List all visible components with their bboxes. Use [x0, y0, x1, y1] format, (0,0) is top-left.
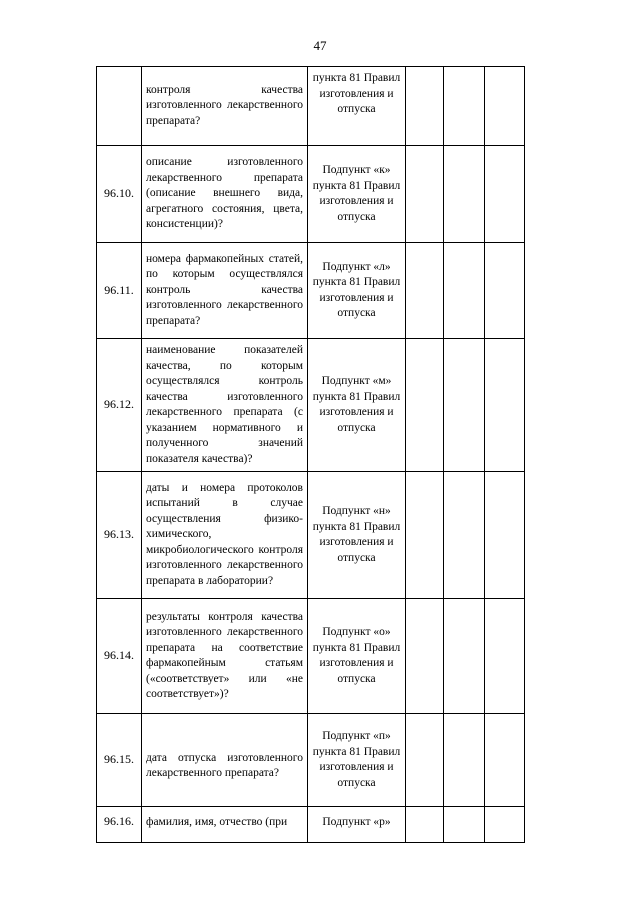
reference-cell: Подпункт «н» пункта 81 Правил изготовления и отпуска	[308, 472, 406, 599]
question-cell: контроля качества изготовленного лекарственного препарата?	[142, 67, 308, 146]
answer-cell-yes[interactable]	[406, 472, 444, 599]
reference-cell: Подпункт «р»	[308, 807, 406, 843]
row-number: 96.15.	[97, 714, 142, 807]
answer-cell-na[interactable]	[485, 243, 525, 339]
table-row	[97, 339, 525, 472]
answer-cell-no[interactable]	[444, 146, 485, 243]
answer-cell-no[interactable]	[444, 243, 485, 339]
row-number: 96.16.	[97, 807, 142, 843]
table-row	[97, 67, 525, 146]
question-cell: дата отпуска изготовленного лекарственного препарата?	[142, 714, 308, 807]
reference-cell: Подпункт «о» пункта 81 Правил изготовления и отпуска	[308, 599, 406, 714]
row-number: 96.11.	[97, 243, 142, 339]
row-number: 96.10.	[97, 146, 142, 243]
row-number: 96.13.	[97, 472, 142, 599]
reference-cell: Подпункт «к» пункта 81 Правил изготовления и отпуска	[308, 146, 406, 243]
checklist-table	[96, 66, 525, 843]
answer-cell-na[interactable]	[485, 472, 525, 599]
answer-cell-na[interactable]	[485, 339, 525, 472]
answer-cell-yes[interactable]	[406, 243, 444, 339]
table-row	[97, 472, 525, 599]
answer-cell-yes[interactable]	[406, 714, 444, 807]
reference-cell: Подпункт «м» пункта 81 Правил изготовления и отпуска	[308, 339, 406, 472]
table-row	[97, 714, 525, 807]
answer-cell-na[interactable]	[485, 599, 525, 714]
answer-cell-no[interactable]	[444, 714, 485, 807]
question-cell: номера фармакопейных статей, по которым осуществлялся контроль качества изготовленного лекарственного препарата?	[142, 243, 308, 339]
answer-cell-yes[interactable]	[406, 599, 444, 714]
question-cell: даты и номера протоколов испытаний в случае осуществления физико-химического, микробиологического контроля изготовленного лекарственного препарата в лаборатории?	[142, 472, 308, 599]
question-cell: результаты контроля качества изготовленного лекарственного препарата на соответствие фармакопейным статьям («соответствует» или «не соответствует»)?	[142, 599, 308, 714]
answer-cell-na[interactable]	[485, 146, 525, 243]
question-cell: фамилия, имя, отчество (при	[142, 807, 308, 843]
table-row	[97, 243, 525, 339]
row-number: 96.14.	[97, 599, 142, 714]
answer-cell-no[interactable]	[444, 807, 485, 843]
answer-cell-yes[interactable]	[406, 67, 444, 146]
table-row	[97, 807, 525, 843]
reference-cell: Подпункт «л» пункта 81 Правил изготовления и отпуска	[308, 243, 406, 339]
answer-cell-no[interactable]	[444, 472, 485, 599]
answer-cell-no[interactable]	[444, 599, 485, 714]
question-cell: описание изготовленного лекарственного препарата (описание внешнего вида, агрегатного состояния, цвета, консистенции)?	[142, 146, 308, 243]
answer-cell-yes[interactable]	[406, 146, 444, 243]
table-row	[97, 146, 525, 243]
row-number: 96.12.	[97, 339, 142, 472]
answer-cell-no[interactable]	[444, 339, 485, 472]
answer-cell-yes[interactable]	[406, 339, 444, 472]
answer-cell-na[interactable]	[485, 67, 525, 146]
answer-cell-yes[interactable]	[406, 807, 444, 843]
row-number	[97, 67, 142, 146]
reference-cell: Подпункт «п» пункта 81 Правил изготовления и отпуска	[308, 714, 406, 807]
question-cell: наименование показателей качества, по которым осуществлялся контроль качества изготовленного лекарственного препарата (с указанием нормативного и полученного значений показателя качества)?	[142, 339, 308, 472]
table-row	[97, 599, 525, 714]
answer-cell-na[interactable]	[485, 807, 525, 843]
answer-cell-no[interactable]	[444, 67, 485, 146]
page-number: 47	[313, 38, 327, 53]
reference-cell: пункта 81 Правил изготовления и отпуска	[308, 67, 406, 146]
answer-cell-na[interactable]	[485, 714, 525, 807]
